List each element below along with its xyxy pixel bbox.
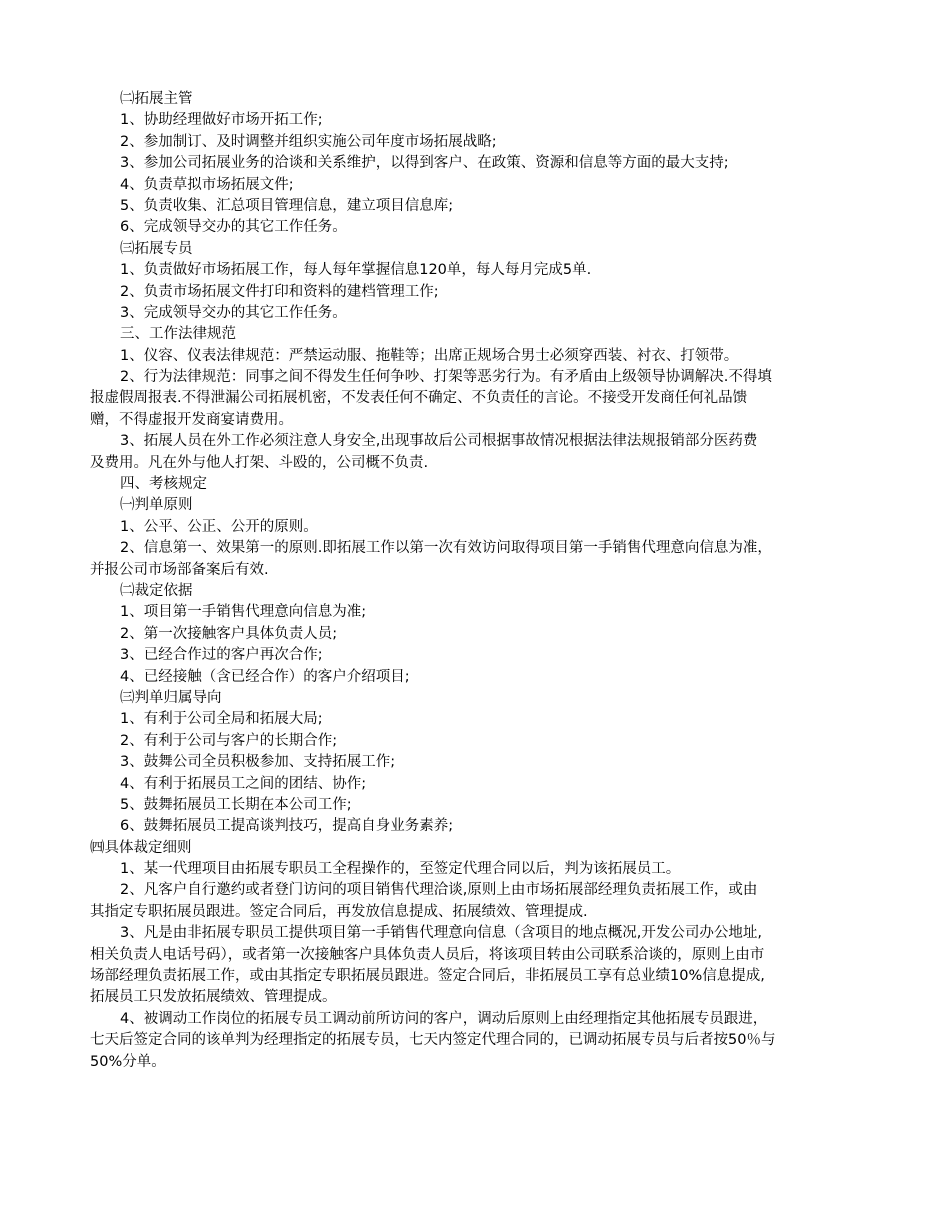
text-line: 四、考核规定	[120, 476, 207, 493]
text-line: ㈣具体裁定细则	[90, 839, 192, 856]
text-line: 3、完成领导交办的其它工作任务。	[120, 304, 347, 321]
text-line: 4、负责草拟市场拓展文件;	[120, 176, 294, 193]
text-line: 赠，不得虚报开发商宴请费用。	[90, 411, 293, 428]
text-line: 及费用。凡在外与他人打架、斗殴的，公司概不负责.	[90, 454, 429, 471]
text-line: 1、负责做好市场拓展工作，每人每年掌握信息120单，每人每月完成5单.	[120, 262, 592, 279]
text-line: 七天后签定合同的该单判为经理指定的拓展专员，七天内签定代理合同的，已调动拓展专员与后者按50％与	[90, 1032, 776, 1049]
text-line: 3、参加公司拓展业务的洽谈和关系维护，以得到客户、在政策、资源和信息等方面的最大支持;	[120, 155, 729, 172]
text-line: 50%分单。	[90, 1053, 166, 1070]
text-line: 1、某一代理项目由拓展专职员工全程操作的，至签定代理合同以后，判为该拓展员工。	[120, 861, 681, 878]
text-line: 2、行为法律规范：同事之间不得发生任何争吵、打架等恶劣行为。有矛盾由上级领导协调解决.不得填	[120, 369, 772, 386]
text-line: 其指定专职拓展员跟进。签定合同后，再发放信息提成、拓展绩效、管理提成.	[90, 903, 588, 920]
text-line: 报虚假周报表.不得泄漏公司拓展机密，不发表任何不确定、不负责任的言论。不接受开发商任何礼品馈	[90, 390, 748, 407]
text-line: 三、工作法律规范	[120, 326, 236, 343]
text-line: 场部经理负责拓展工作，或由其指定专职拓展员跟进。签定合同后，非拓展员工享有总业绩10%信息提成,	[90, 968, 765, 985]
text-line: 3、已经合作过的客户再次合作;	[120, 647, 323, 664]
text-line: 2、有利于公司与客户的长期合作;	[120, 732, 338, 749]
text-line: ㈢判单归属导向	[120, 689, 222, 706]
text-line: 并报公司市场部备案后有效.	[90, 561, 269, 578]
text-line: ㈡裁定依据	[120, 582, 193, 599]
text-line: 拓展员工只发放拓展绩效、管理提成。	[90, 989, 337, 1006]
text-line: 2、凡客户自行邀约或者登门访问的项目销售代理洽谈,原则上由市场拓展部经理负责拓展工作，或由	[120, 882, 758, 899]
text-line: 3、鼓舞公司全员积极参加、支持拓展工作;	[120, 754, 396, 771]
text-line: ㈠判单原则	[120, 497, 193, 514]
text-line: 2、参加制订、及时调整并组织实施公司年度市场拓展战略;	[120, 133, 497, 150]
document-body	[90, 89, 865, 1073]
text-line: 1、项目第一手销售代理意向信息为准;	[120, 604, 367, 621]
text-line: ㈢拓展专员	[120, 240, 193, 257]
text-line: 5、鼓舞拓展员工长期在本公司工作;	[120, 796, 352, 813]
text-line: 1、仪容、仪表法律规范：严禁运动服、拖鞋等；出席正规场合男士必须穿西装、衬衣、打领带。	[120, 347, 739, 364]
text-line: 6、鼓舞拓展员工提高谈判技巧，提高自身业务素养;	[120, 818, 454, 835]
text-line: 3、凡是由非拓展专职员工提供项目第一手销售代理意向信息（含项目的地点概况,开发公司办公地址,	[120, 925, 762, 942]
text-line: 2、负责市场拓展文件打印和资料的建档管理工作;	[120, 283, 439, 300]
text-line: 2、第一次接触客户具体负责人员;	[120, 625, 338, 642]
text-line: 3、拓展人员在外工作必须注意人身安全,出现事故后公司根据事故情况根据法律法规报销部分医药费	[120, 433, 758, 450]
text-line: 4、有利于拓展员工之间的团结、协作;	[120, 775, 367, 792]
text-line: 相关负责人电话号码），或者第一次接触客户具体负责人员后，将该项目转由公司联系洽谈的，原则上由市	[90, 946, 765, 963]
text-line: 1、协助经理做好市场开拓工作;	[120, 112, 323, 129]
text-line: 6、完成领导交办的其它工作任务。	[120, 219, 347, 236]
text-line: 2、信息第一、效果第一的原则.即拓展工作以第一次有效访问取得项目第一手销售代理意向信息为准，	[120, 540, 772, 557]
text-line: 1、有利于公司全局和拓展大局;	[120, 711, 323, 728]
text-line: ㈡拓展主管	[120, 91, 193, 107]
text-line: 4、被调动工作岗位的拓展专员工调动前所访问的客户，调动后原则上由经理指定其他拓展专员跟进，	[120, 1010, 768, 1027]
text-line: 4、已经接触（含已经合作）的客户介绍项目;	[120, 668, 410, 685]
text-line: 5、负责收集、汇总项目管理信息，建立项目信息库;	[120, 197, 454, 214]
text-line: 1、公平、公正、公开的原则。	[120, 518, 318, 535]
